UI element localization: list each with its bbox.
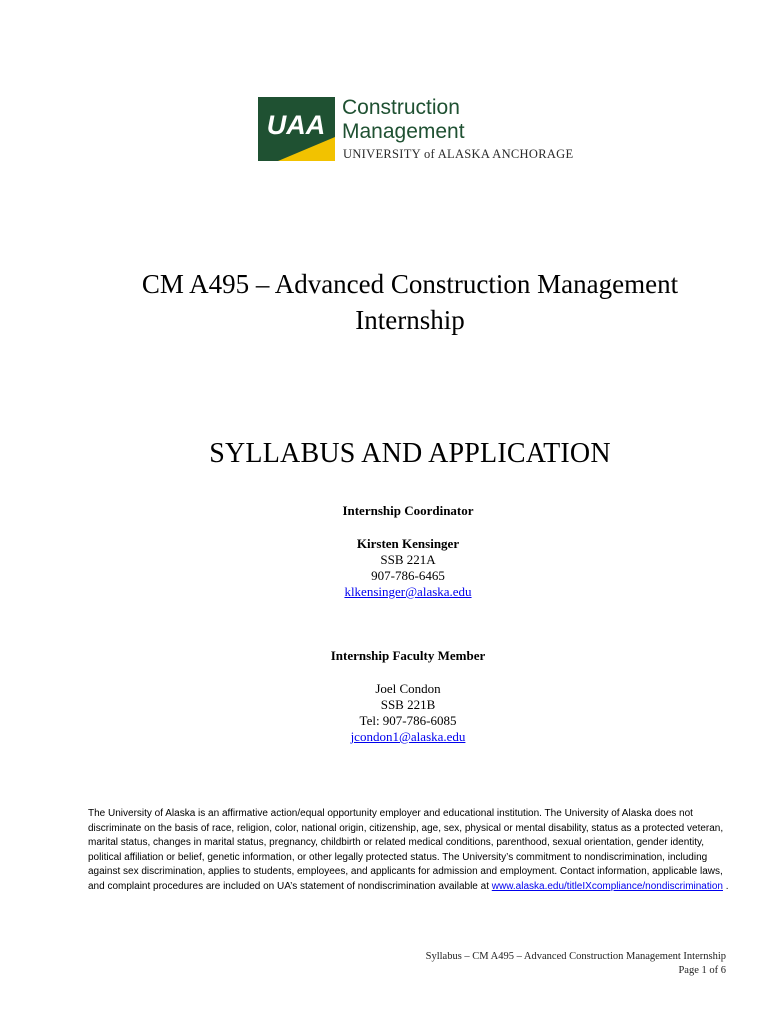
faculty-name: Joel Condon: [375, 681, 441, 696]
faculty-role: Internship Faculty Member: [330, 648, 486, 663]
coordinator-role: Internship Coordinator: [342, 503, 474, 518]
logo-management: Management: [342, 120, 465, 143]
coordinator-email-link[interactable]: klkensinger@alaska.edu: [344, 584, 472, 599]
faculty-phone: Tel: 907-786-6085: [359, 713, 457, 728]
course-title-line2: Internship: [355, 305, 465, 335]
footer-title: Syllabus – CM A495 – Advanced Construction Management Internship: [425, 951, 726, 962]
nondiscrimination-link[interactable]: www.alaska.edu/titleIXcompliance/nondiscrimination: [491, 880, 723, 892]
uaa-logo-mark: [258, 97, 335, 161]
logo-university: UNIVERSITY of ALASKA ANCHORAGE: [343, 147, 574, 161]
notice-text: The University of Alaska is an affirmative action/equal opportunity employer and educational institution. The University of Alaska does not discriminate on the basis of race, religion, color, national origin, citizenship, age, sex, physical or mental disability, status as a protected veteran, marital status, changes in marital status, pregnancy, childbirth or related medical conditions, parenthood, sexual orientation, gender identity, political affiliation or belief, genetic information, or other legally protected status. The University’s commitment to nondiscrimination, including against sex discrimination, applies to students, employees, and applicants for admission and employment. Contact information, applicable laws, and complaint procedures are included on UA’s statement of nondiscrimination available at: [88, 808, 724, 892]
page-number: Page 1 of 6: [678, 965, 726, 976]
coordinator-name: Kirsten Kensinger: [356, 536, 460, 551]
coordinator-phone: 907-786-6465: [371, 568, 445, 583]
nondiscrimination-notice: [88, 807, 740, 895]
logo-construction: Construction: [342, 96, 460, 119]
course-title-line1: CM A495 – Advanced Construction Management: [141, 269, 679, 299]
svg-text:UAA: UAA: [266, 110, 326, 140]
coordinator-office: SSB 221A: [380, 552, 436, 567]
notice-trailing: .: [723, 880, 729, 892]
uaa-logo: [258, 97, 578, 163]
coordinator-block: [108, 503, 708, 600]
document-heading: SYLLABUS AND APPLICATION: [209, 438, 611, 469]
page-footer: [426, 950, 726, 978]
course-title: [60, 266, 760, 338]
faculty-office: SSB 221B: [380, 697, 436, 712]
faculty-email-link[interactable]: jcondon1@alaska.edu: [350, 729, 466, 744]
faculty-block: [108, 648, 708, 745]
